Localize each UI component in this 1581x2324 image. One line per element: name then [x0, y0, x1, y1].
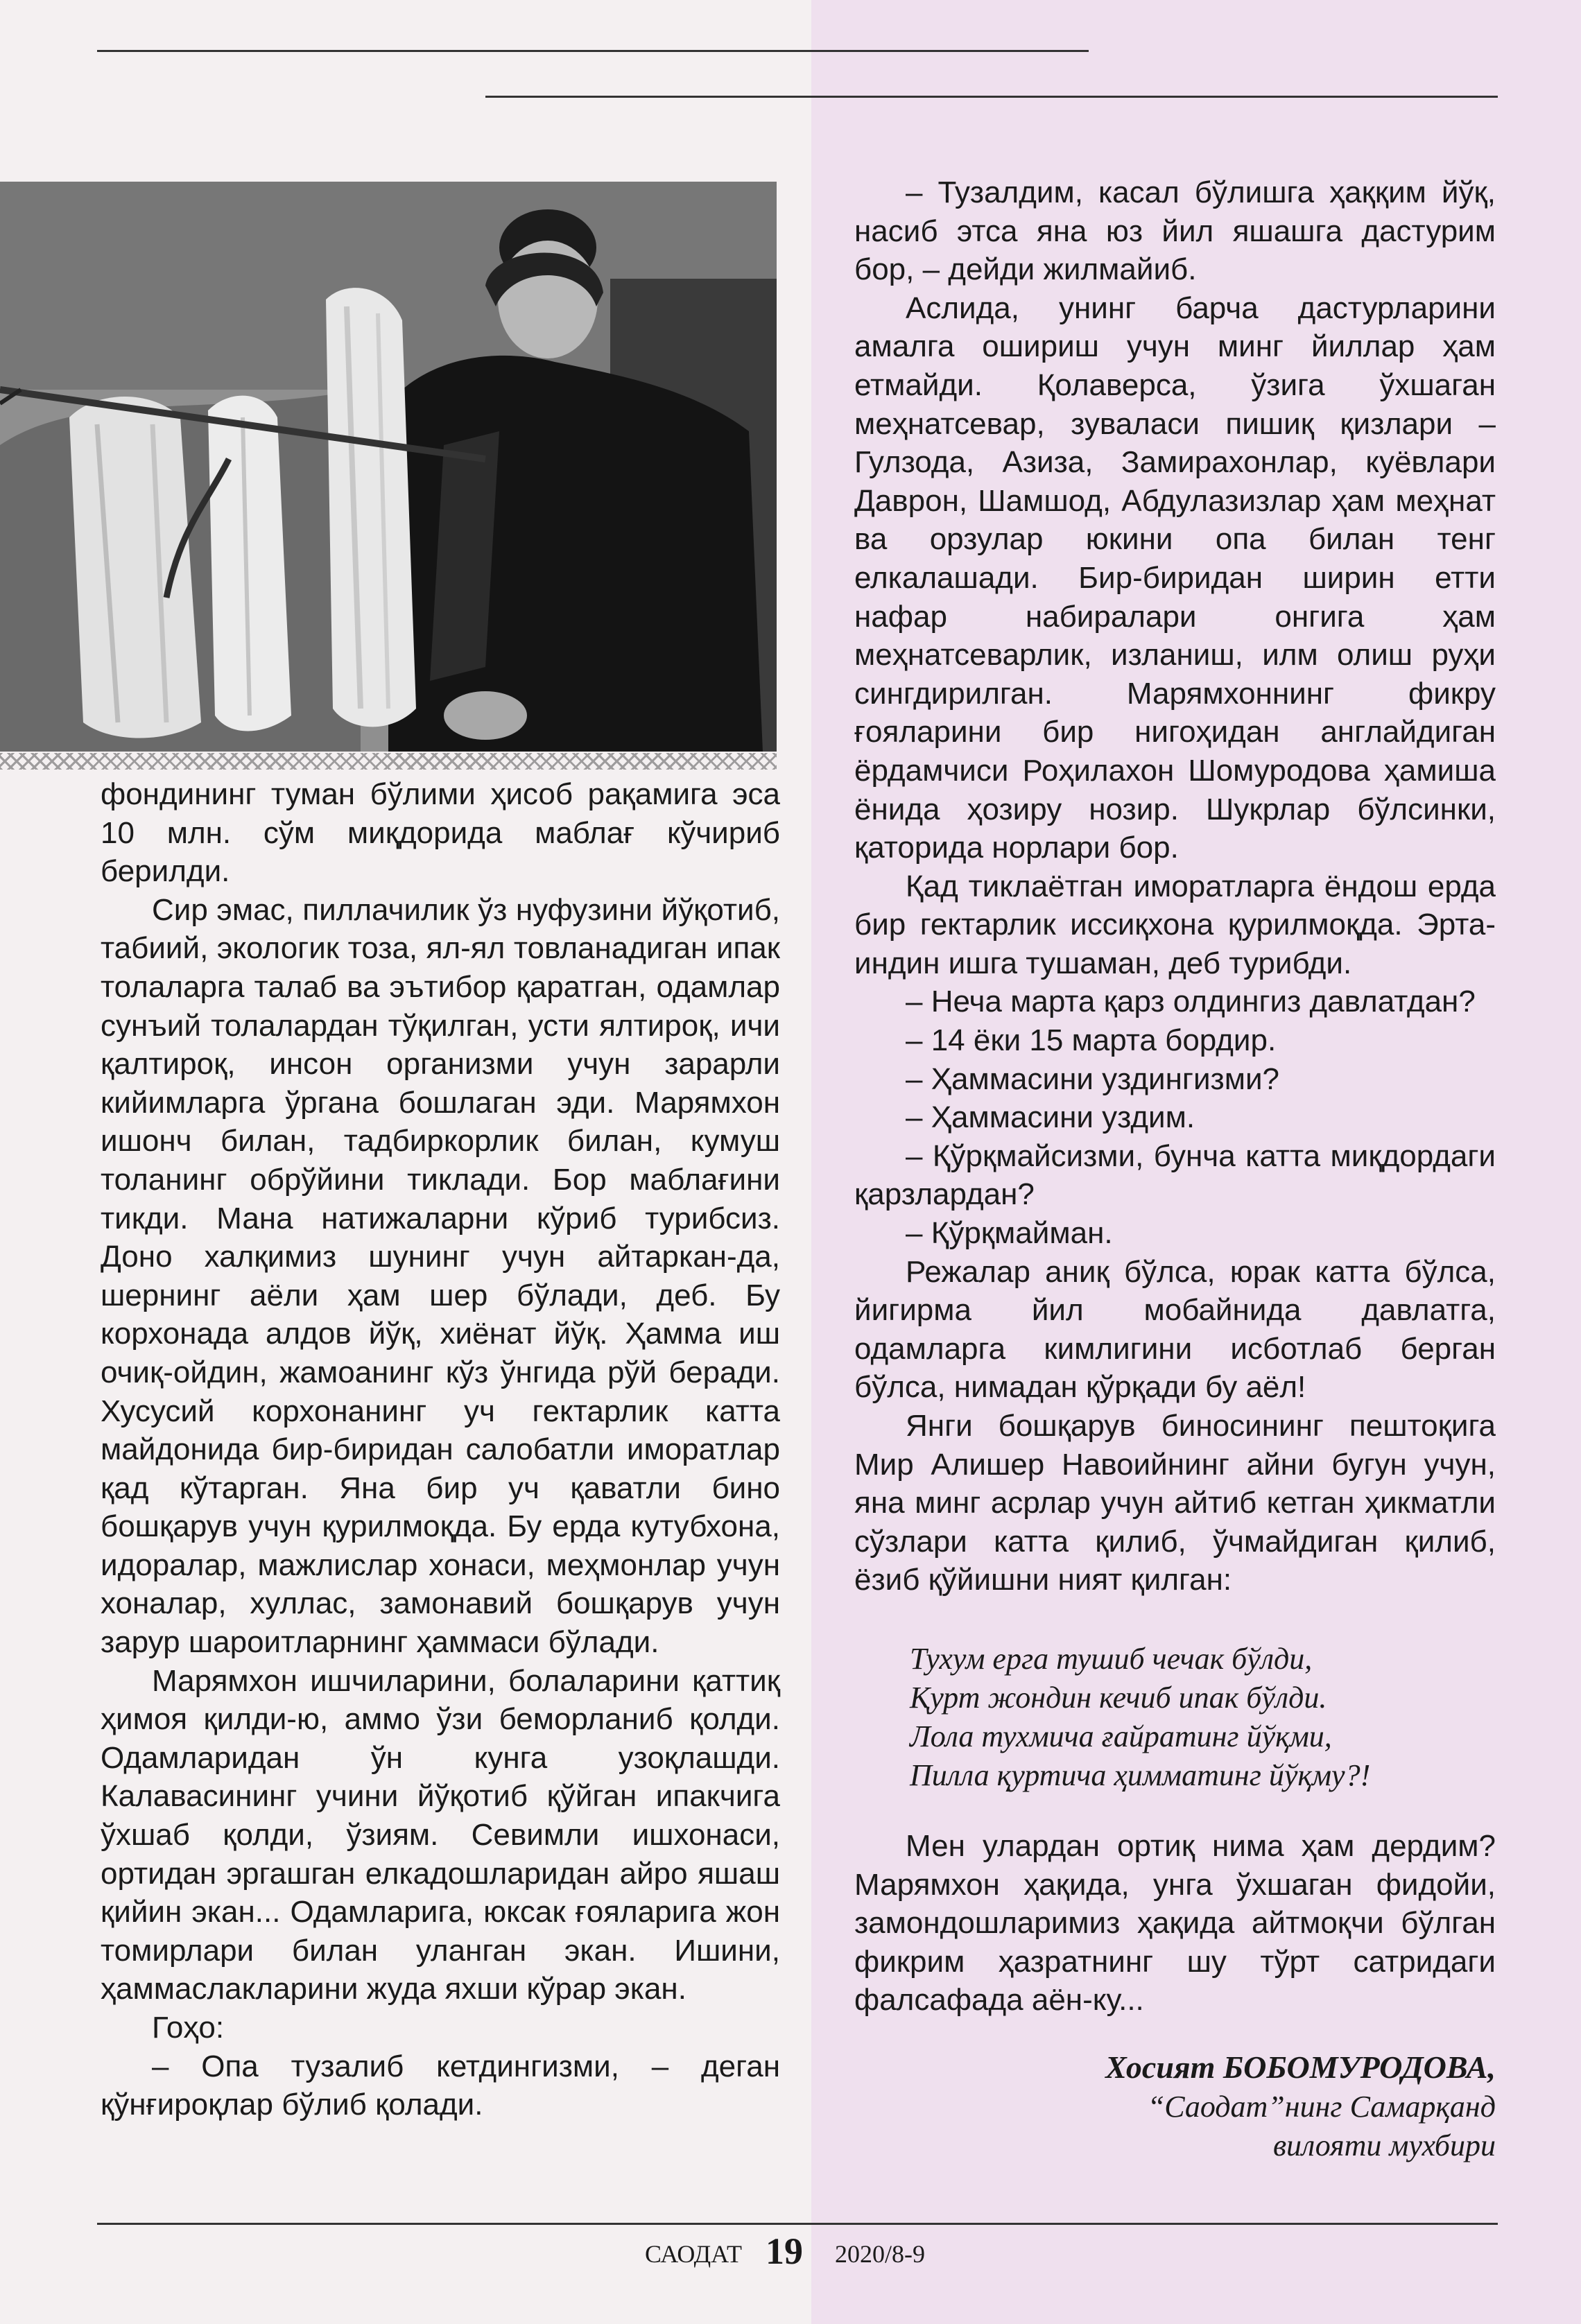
- page-footer: [0, 2224, 1581, 2273]
- right-paragraph-9: – Қўрқмайман.: [906, 1216, 1113, 1251]
- left-paragraph-3: Марямхон ишчиларини, болаларини қаттиқ ҳимоя қилди-ю, аммо ўзи беморланиб қолди. Одамларидан ўн кунга узоқлашди. Калавасининг учини йўқотиб қўйган ипакчига ўхшаб қолди, ўзиям. Севимли ишхонаси, ортидан эргашган елкадошларидан айро яшаш қийин экан... Одамларига, юксак ғояларига жон томирлари билан уланган экан. Ишини, ҳаммаслакларини жуда яхши кўрар экан.: [101, 1663, 780, 2006]
- right-paragraph-8: – Қўрқмайсизми, бунча катта миқдордаги қарзлардан?: [854, 1138, 1496, 1212]
- poem-line: Пилла қуртича ҳимматинг йўқму?!: [910, 1758, 1371, 1792]
- right-paragraph-2: Аслида, унинг барча дастурларини амалга ошириш учун минг йиллар ҳам етмайди. Қолаверса, ўзига ўхшаган меҳнатсевар, зуваласи пишиқ қизлари – Гулзода, Азиза, Замирахонлар, куёвлари Даврон, Шамшод, Абдулазизлар ҳам меҳнат ва орзулар юкини опа билан тенг елкалашади. Бир-биридан ширин етти нафар набиралари онгига ҳам меҳнатсеварлик, изланиш, илм олиш руҳи сингдирилган. Марямхоннинг фикру ғояларини бир нигоҳидан англайдиган ёрдамчиси Роҳилахон Шомуродова ҳамиша ёнида ҳозиру нозир. Шукрлар бўлсинки, қаторида норлари бор.: [854, 290, 1496, 865]
- author-role-line-2: вилояти мухбири: [1272, 2128, 1496, 2162]
- right-paragraph-6: – Ҳаммасини уздингизми?: [906, 1061, 1280, 1096]
- top-rule-1: [97, 50, 1089, 52]
- right-paragraph-5: – 14 ёки 15 марта бордир.: [906, 1023, 1277, 1058]
- poem-line: Лола тухмича ғайратинг йўқми,: [910, 1719, 1332, 1753]
- right-closing-paragraph: Мен улардан ортиқ нима ҳам дердим? Марямхон ҳақида, унга ўхшаган фидойи, замондошларимиз ҳақида айтмоқчи бўлган фикрим ҳазратнинг шу тўрт сатридаги фалсафада аён-ку...: [854, 1828, 1496, 2018]
- right-paragraph-10: Режалар аниқ бўлса, юрак катта бўлса, йигирма йил мобайнида давлатга, одамларга кимлигини исботлаб берган бўлса, нимадан қўрқади бу аёл!: [854, 1254, 1496, 1405]
- right-paragraph-11: Янги бошқарув биносининг пештоқига Мир Алишер Навоийнинг айни бугун учун, яна минг асрлар учун айтиб кетган ҳикматли сўзлари катта қилиб, ўчмайдиган қилиб, ёзиб қўйишни ният қилган:: [854, 1409, 1496, 1597]
- right-paragraph-1: – Тузалдим, касал бўлишга ҳаққим йўқ, насиб этса яна юз йил яшашга дастурим бор, – дейди жилмайиб.: [854, 175, 1496, 287]
- right-paragraph-3: Қад тиклаётган иморатларга ёндош ерда бир гектарлик иссиқхона қурилмоқда. Эрта-индин ишга тушаман, деб турибди.: [854, 869, 1496, 980]
- left-paragraph-1: фондининг туман бўлими ҳисоб рақамига эса 10 млн. сўм миқдорида маблағ кўчириб берилди.: [101, 777, 780, 889]
- footer-issue: 2020/8-9: [835, 2240, 925, 2268]
- right-paragraph-7: – Ҳаммасини уздим.: [906, 1100, 1195, 1135]
- left-paragraph-2: Сир эмас, пиллачилик ўз нуфузини йўқотиб, табиий, экологик тоза, ял-ял товланадиган ипак толаларга талаб ва эътибор қаратган, одамлар сунъий толалардан тўқилган, усти ялтироқ, ичи қалтироқ, инсон организми учун зарарли кийимларга ўргана бошлаган эди. Марямхон ишонч билан, тадбиркорлик билан, кумуш толанинг обрўйини тиклади. Бор маблағини тикди. Мана натижаларни кўриб турибсиз. Доно халқимиз шунинг учун айтаркан-да, шернинг аёли ҳам шер бўлади, деб. Бу корхонада алдов йўқ, хиёнат йўқ. Ҳамма иш очиқ-ойдин, жамоанинг кўз ўнгида рўй беради. Хусусий корхонанинг уч гектарлик катта майдонида бир-биридан салобатли иморатлар қад кўтарган. Яна бир уч қаватли бино бошқарув учун қурилмоқда. Бу ерда кутубхона, идоралар, мажлислар хонаси, меҳмонлар учун хоналар, хуллас, замонавий бошқарув учун зарур шароитларнинг ҳаммаси бўлади.: [101, 892, 780, 1660]
- photo-decorative-border: [0, 753, 777, 770]
- right-paragraph-4: – Неча марта қарз олдингиз давлатдан?: [906, 985, 1476, 1019]
- left-paragraph-5: – Опа тузалиб кетдингизми, – деган қўнғироқлар бўлиб қолади.: [101, 2049, 780, 2122]
- top-rule-2: [485, 96, 1498, 98]
- author-signature: [854, 2047, 1496, 2165]
- footer-page-number: 19: [766, 2230, 803, 2272]
- poem: [910, 1640, 1496, 1795]
- article-photo: [0, 182, 777, 752]
- left-paragraph-4: Гоҳо:: [152, 2011, 225, 2045]
- author-name: Хосият БОБОМУРОДОВА,: [1105, 2049, 1496, 2085]
- author-role-line-1: “Саодат”нинг Самарқанд: [1147, 2089, 1496, 2124]
- poem-line: Тухум ерга тушиб чечак бўлди,: [910, 1641, 1313, 1676]
- left-column: [101, 775, 780, 2124]
- photo-illustration: [0, 182, 777, 752]
- footer-magazine-name: САОДАТ: [645, 2240, 743, 2268]
- right-column: [854, 173, 1496, 2165]
- poem-line: Қурт жондин кечиб ипак бўлди.: [910, 1680, 1327, 1715]
